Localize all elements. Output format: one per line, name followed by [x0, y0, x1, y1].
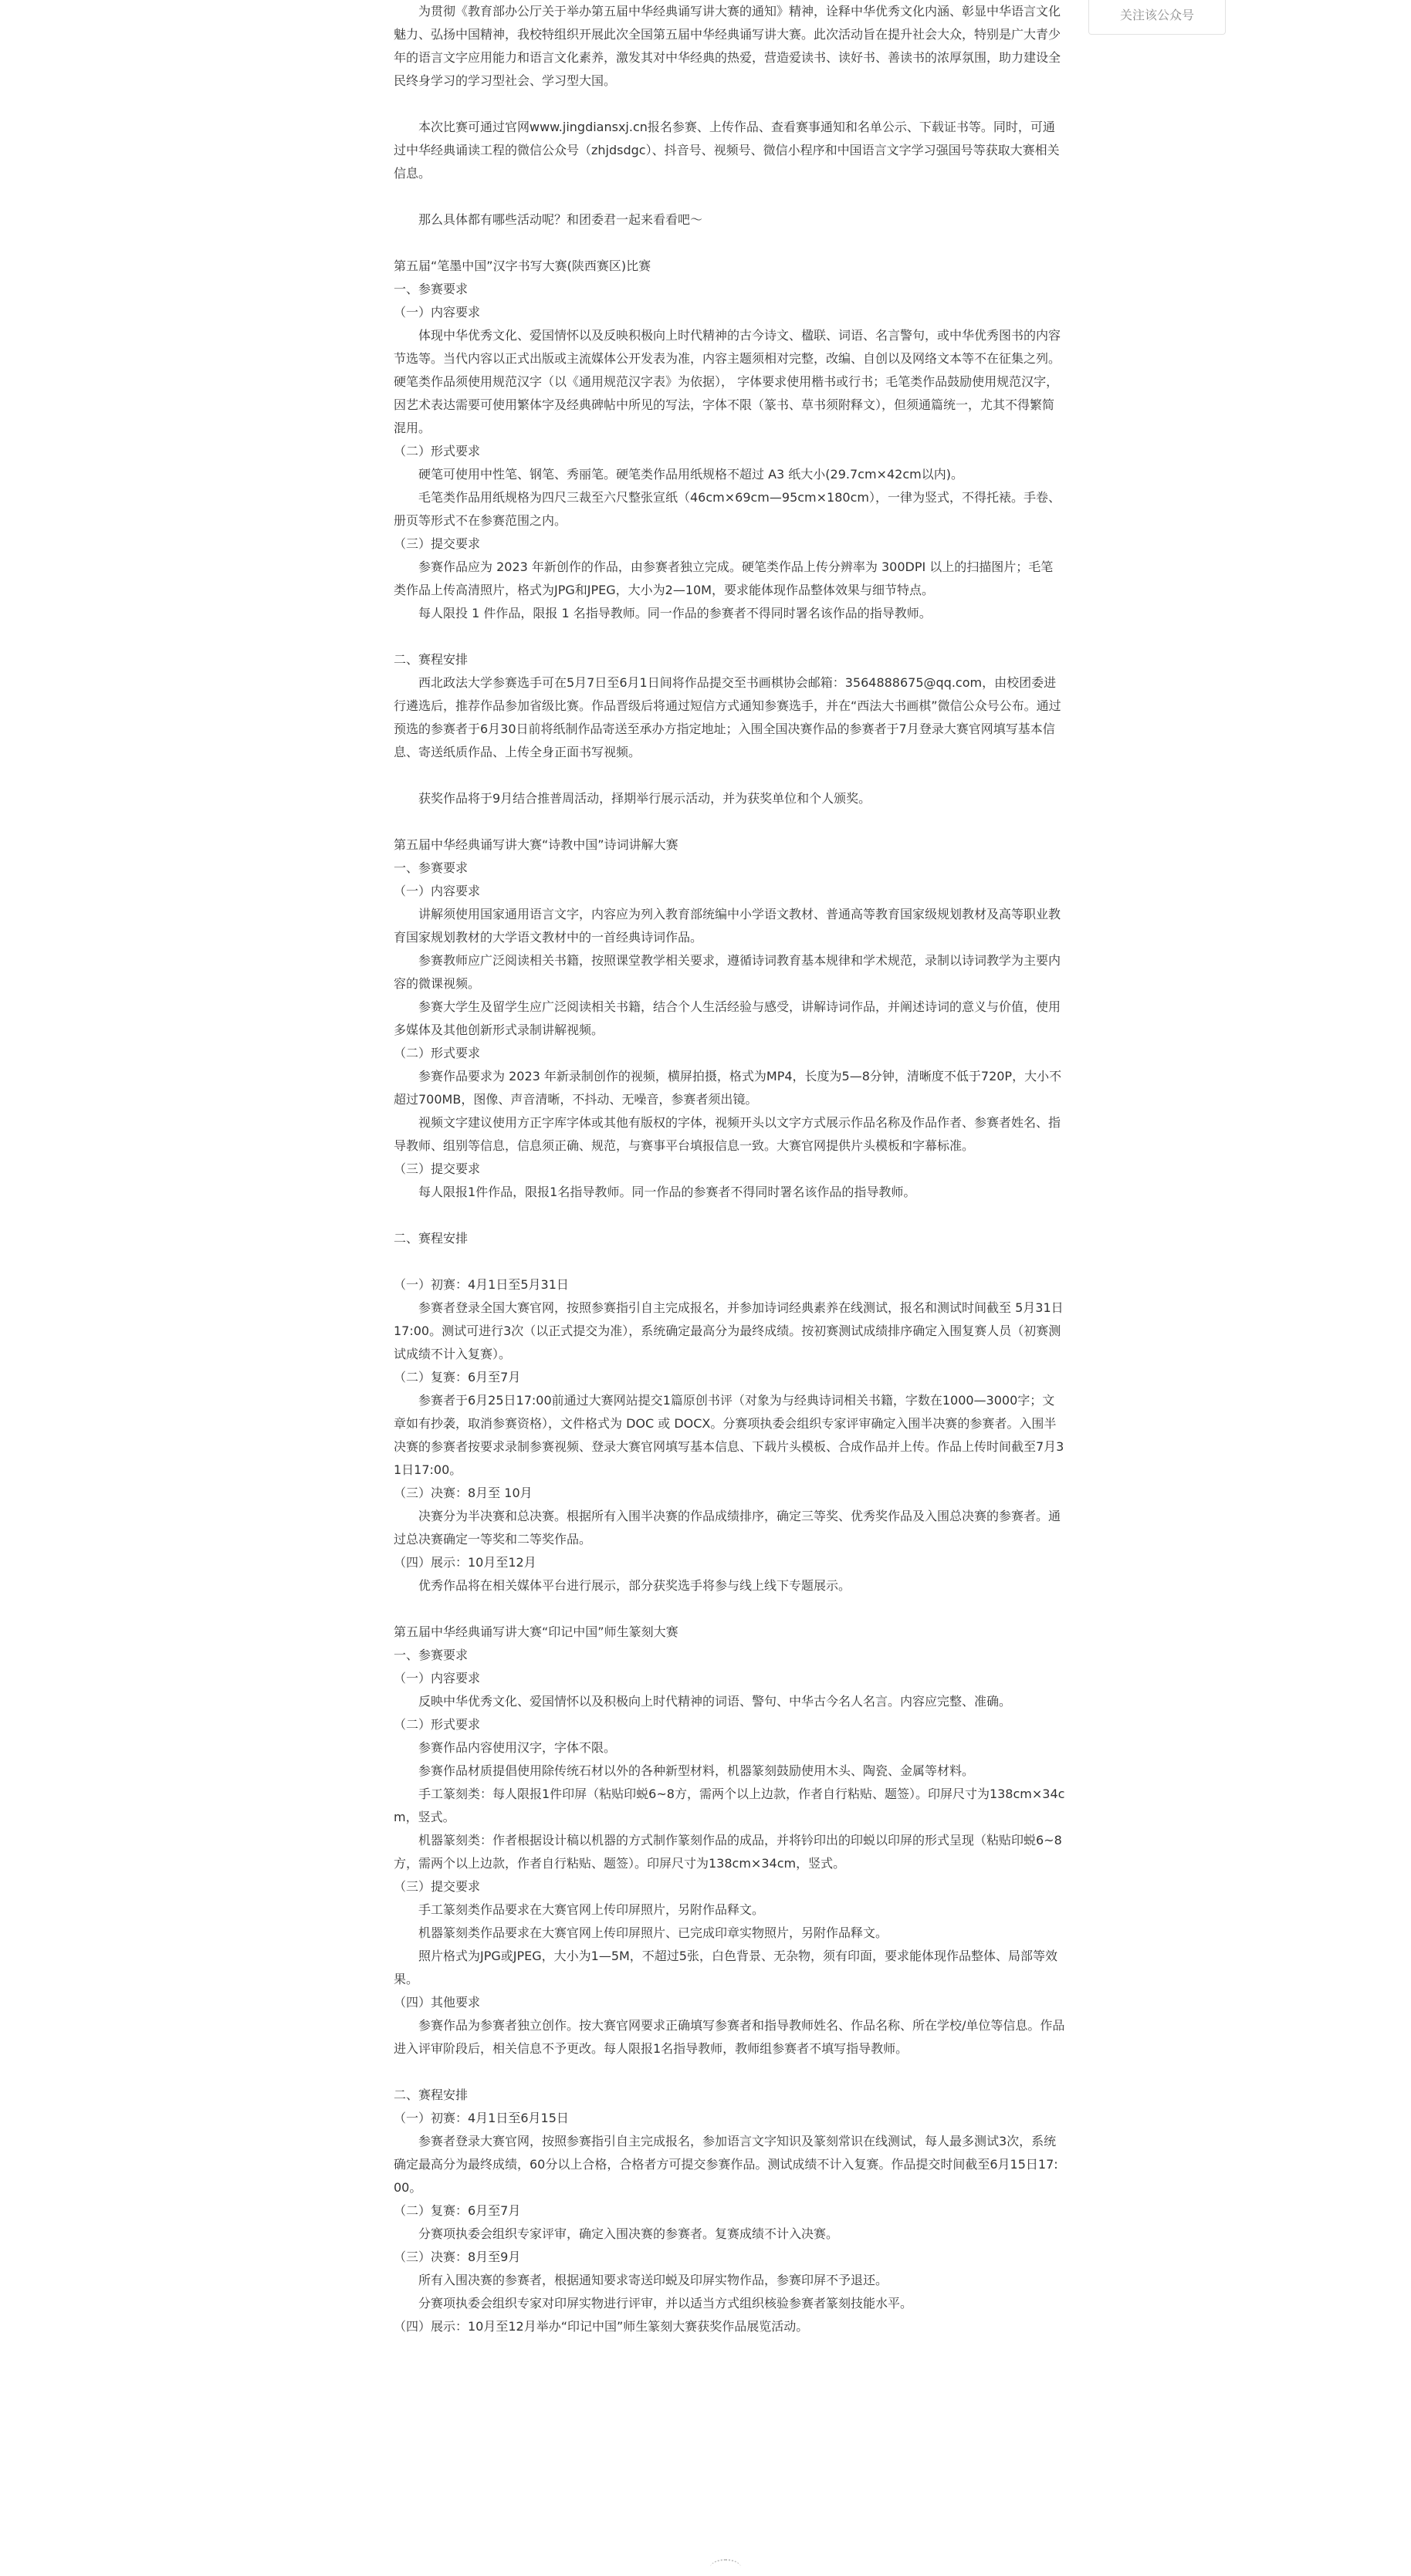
article-paragraph: 参赛者于6月25日17:00前通过大赛网站提交1篇原创书评（对象为与经典诗词相关书籍，字数在1000—3000字；文章如有抄袭，取消参赛资格），文件格式为 DOC 或 DOCX。分赛项执委会组织专家评审确定入围半决赛的参赛者。入围半决赛的参赛者按要求录制参赛视频、登录大赛官网填写基本信息、下载片头模板、合成作品并上传。作品上传时间截至7月31日17:00。 [394, 1393, 1064, 1477]
article-paragraph: 获奖作品将于9月结合推普周活动，择期举行展示活动，并为获奖单位和个人颁奖。 [418, 791, 871, 806]
article-paragraph: 一、参赛要求 [394, 282, 469, 296]
article-paragraph: （二）形式要求 [394, 1717, 481, 1732]
article-paragraph: 手工篆刻类：每人限报1件印屏（粘贴印蜕6~8方，需两个以上边款，作者自行粘贴、题签）。印屏尺寸为138cm×34cm，竖式。 [394, 1787, 1065, 1824]
article-paragraph: 决赛分为半决赛和总决赛。根据所有入围半决赛的作品成绩排序，确定三等奖、优秀奖作品及入围总决赛的参赛者。通过总决赛确定一等奖和二等奖作品。 [394, 1509, 1061, 1547]
article-paragraph: （一）内容要求 [394, 884, 481, 898]
article-paragraph: 分赛项执委会组织专家对印屏实物进行评审，并以适当方式组织核验参赛者篆刻技能水平。 [418, 2296, 913, 2311]
article-paragraph: 二、赛程安排 [394, 652, 469, 667]
article-paragraph: 机器篆刻类作品要求在大赛官网上传印屏照片、已完成印章实物照片，另附作品释文。 [418, 1925, 888, 1940]
article-paragraph: （三）决赛：8月至9月 [394, 2250, 521, 2264]
paragraph-spacer [394, 2060, 1065, 2084]
paragraph-spacer [394, 764, 1065, 787]
article-paragraph: 为贯彻《教育部办公厅关于举办第五届中华经典诵写讲大赛的通知》精神，诠释中华优秀文化内涵、彰显中华语言文化魅力、弘扬中国精神，我校特组织开展此次全国第五届中华经典诵写讲大赛。此次活动旨在提升社会大众，特别是广大青少年的语言文字应用能力和语言文化素养，激发其对中华经典的热爱，营造爱读书、读好书、善读书的浓厚氛围，助力建设全民终身学习的学习型社会、学习型大国。 [394, 4, 1061, 88]
article-paragraph: 体现中华优秀文化、爱国情怀以及反映积极向上时代精神的古今诗文、楹联、词语、名言警句，或中华优秀图书的内容节选等。当代内容以正式出版或主流媒体公开发表为准，内容主题须相对完整，改编、自创以及网络文本等不在征集之列。 [394, 328, 1061, 366]
article-paragraph: 参赛作品为参赛者独立创作。按大赛官网要求正确填写参赛者和指导教师姓名、作品名称、所在学校/单位等信息。作品进入评审阶段后，相关信息不予更改。每人限报1名指导教师，教师组参赛者不填写指导教师。 [394, 2018, 1065, 2056]
article-paragraph: 参赛作品要求为 2023 年新录制创作的视频，横屏拍摄，格式为MP4，长度为5—8分钟，清晰度不低于720P，大小不超过700MB，图像、声音清晰，不抖动、无噪音，参赛者须出镜。 [394, 1069, 1062, 1107]
article-paragraph: （一）内容要求 [394, 305, 481, 319]
article-paragraph: 参赛者登录大赛官网，按照参赛指引自主完成报名，参加语言文字知识及篆刻常识在线测试，每人最多测试3次，系统确定最高分为最终成绩，60分以上合格，合格者方可提交参赛作品。测试成绩不计入复赛。作品提交时间截至6月15日17:00。 [394, 2134, 1058, 2195]
paragraph-spacer [394, 625, 1065, 648]
article-paragraph: 讲解须使用国家通用语言文字，内容应为列入教育部统编中小学语文教材、普通高等教育国家级规划教材及高等职业教育国家规划教材的大学语文教材中的一首经典诗词作品。 [394, 907, 1061, 945]
article-paragraph: 参赛大学生及留学生应广泛阅读相关书籍，结合个人生活经验与感受，讲解诗词作品，并阐述诗词的意义与价值，使用多媒体及其他创新形式录制讲解视频。 [394, 999, 1061, 1037]
article-paragraph: （一）内容要求 [394, 1671, 481, 1685]
article-paragraph: 参赛者登录全国大赛官网，按照参赛指引自主完成报名，并参加诗词经典素养在线测试，报名和测试时间截至 5月31日 17:00。测试可进行3次（以正式提交为准），系统确定最高分为最终成绩。按初赛测试成绩排序确定入围复赛人员（初赛测试成绩不计入复赛）。 [394, 1300, 1064, 1361]
article-paragraph: 二、赛程安排 [394, 2088, 469, 2102]
article-paragraph: 每人限报1件作品，限报1名指导教师。同一作品的参赛者不得同时署名该作品的指导教师。 [418, 1185, 916, 1199]
paragraph-spacer [394, 810, 1065, 833]
article-paragraph: 第五届“笔墨中国”汉字书写大赛(陕西赛区)比赛 [394, 259, 651, 273]
article-paragraph: 第五届中华经典诵写讲大赛“印记中国”师生篆刻大赛 [394, 1624, 678, 1639]
article-body [394, 0, 1065, 2338]
article-paragraph: 一、参赛要求 [394, 860, 469, 875]
article-paragraph: 参赛作品内容使用汉字，字体不限。 [418, 1740, 617, 1755]
article-paragraph: （四）其他要求 [394, 1995, 481, 2010]
article-paragraph: （二）形式要求 [394, 444, 481, 458]
article-paragraph: （三）提交要求 [394, 1161, 481, 1176]
paragraph-spacer [394, 185, 1065, 208]
article-paragraph: （三）提交要求 [394, 536, 481, 551]
article-paragraph: 分赛项执委会组织专家评审，确定入围决赛的参赛者。复赛成绩不计入决赛。 [418, 2226, 839, 2241]
divider-ornament [710, 2559, 741, 2576]
article-paragraph: 视频文字建议使用方正字库字体或其他有版权的字体，视频开头以文字方式展示作品名称及作品作者、参赛者姓名、指导教师、组别等信息，信息须正确、规范，与赛事平台填报信息一致。大赛官网提供片头模板和字幕标准。 [394, 1115, 1061, 1153]
article-paragraph: （一）初赛：4月1日至6月15日 [394, 2111, 569, 2125]
article-paragraph: 优秀作品将在相关媒体平台进行展示，部分获奖选手将参与线上线下专题展示。 [418, 1578, 851, 1593]
article-paragraph: 毛笔类作品用纸规格为四尺三裁至六尺整张宣纸（46cm×69cm—95cm×180cm），一律为竖式，不得托裱。手卷、 册页等形式不在参赛范围之内。 [394, 490, 1061, 528]
article-paragraph: 西北政法大学参赛选手可在5月7日至6月1日间将作品提交至书画棋协会邮箱：3564888675@qq.com，由校团委进行遴选后，推荐作品参加省级比赛。作品晋级后将通过短信方式通知参赛选手，并在“西法大书画棋”微信公众号公布。通过预选的参赛者于6月30日前将纸制作品寄送至承办方指定地址；入围全国决赛作品的参赛者于7月登录大赛官网填写基本信息、寄送纸质作品、上传全身正面书写视频。 [394, 675, 1061, 759]
article-paragraph: 机器篆刻类：作者根据设计稿以机器的方式制作篆刻作品的成品，并将钤印出的印蜕以印屏的形式呈现（粘贴印蜕6~8方，需两个以上边款，作者自行粘贴、题签）。印屏尺寸为138cm×34cm，竖式。 [394, 1833, 1062, 1871]
article-paragraph: 照片格式为JPG或JPEG，大小为1—5M，不超过5张，白色背景、无杂物，须有印面，要求能体现作品整体、局部等效果。 [394, 1949, 1057, 1986]
article-paragraph: （二）复赛：6月至7月 [394, 1370, 521, 1384]
article-paragraph: （二）复赛：6月至7月 [394, 2203, 521, 2218]
article-paragraph: （四）展示：10月至12月 [394, 1555, 536, 1570]
paragraph-spacer [394, 93, 1065, 116]
article-paragraph: 参赛作品应为 2023 年新创作的作品，由参赛者独立完成。硬笔类作品上传分辨率为 300DPI 以上的扫描图片；毛笔类作品上传高清照片，格式为JPG和JPEG，大小为2—10M，要求能体现作品整体效果与细节特点。 [394, 559, 1054, 597]
paragraph-spacer [394, 232, 1065, 255]
article-paragraph: 一、参赛要求 [394, 1648, 469, 1662]
article-paragraph: 手工篆刻类作品要求在大赛官网上传印屏照片，另附作品释文。 [418, 1902, 765, 1917]
paragraph-spacer [394, 1250, 1065, 1273]
article-paragraph: 参赛教师应广泛阅读相关书籍，按照课堂教学相关要求，遵循诗词教育基本规律和学术规范，录制以诗词教学为主要内容的微课视频。 [394, 953, 1061, 991]
article-paragraph: （三）决赛：8月至 10月 [394, 1486, 533, 1500]
article-paragraph: （一）初赛：4月1日至5月31日 [394, 1277, 569, 1292]
article-paragraph: 参赛作品材质提倡使用除传统石材以外的各种新型材料，机器篆刻鼓励使用木头、陶瓷、金属等材料。 [418, 1763, 975, 1778]
article-paragraph: 每人限投 1 件作品，限报 1 名指导教师。同一作品的参赛者不得同时署名该作品的指导教师。 [418, 606, 932, 620]
article-paragraph: 硬笔类作品须使用规范汉字（以《通用规范汉字表》为依据）， 字体要求使用楷书或行书；毛笔类作品鼓励使用规范汉字，因艺术表达需要可使用繁体字及经典碑帖中所见的写法，字体不限（篆书、草书须附释文），但须通篇统一，尤其不得繁简混用。 [394, 374, 1059, 435]
article-paragraph: 本次比赛可通过官网www.jingdiansxj.cn报名参赛、上传作品、查看赛事通知和名单公示、下载证书等。同时，可通过中华经典诵读工程的微信公众号（zhjdsdgc）、抖音号、视频号、微信小程序和中国语言文字学习强国号等获取大赛相关信息。 [394, 120, 1060, 181]
paragraph-spacer [394, 1204, 1065, 1227]
article-paragraph: （四）展示：10月至12月举办“印记中国”师生篆刻大赛获奖作品展览活动。 [394, 2319, 809, 2334]
paragraph-spacer [394, 1597, 1065, 1621]
article-paragraph: 所有入围决赛的参赛者，根据通知要求寄送印蜕及印屏实物作品，参赛印屏不予退还。 [418, 2273, 888, 2287]
article-paragraph: （二）形式要求 [394, 1046, 481, 1060]
article-paragraph: 第五届中华经典诵写讲大赛“诗教中国”诗词讲解大赛 [394, 837, 678, 852]
article-paragraph: 反映中华优秀文化、爱国情怀以及积极向上时代精神的词语、警句、中华古今名人名言。内容应完整、准确。 [418, 1694, 1012, 1709]
article-paragraph: （三）提交要求 [394, 1879, 481, 1894]
follow-account-button[interactable]: 关注该公众号 [1088, 0, 1226, 35]
article-paragraph: 二、赛程安排 [394, 1231, 469, 1246]
article-paragraph: 硬笔可使用中性笔、钢笔、秀丽笔。硬笔类作品用纸规格不超过 A3 纸大小(29.7cm×42cm以内)。 [418, 467, 963, 482]
article-paragraph: 那么具体都有哪些活动呢？和团委君一起来看看吧～ [418, 212, 703, 227]
